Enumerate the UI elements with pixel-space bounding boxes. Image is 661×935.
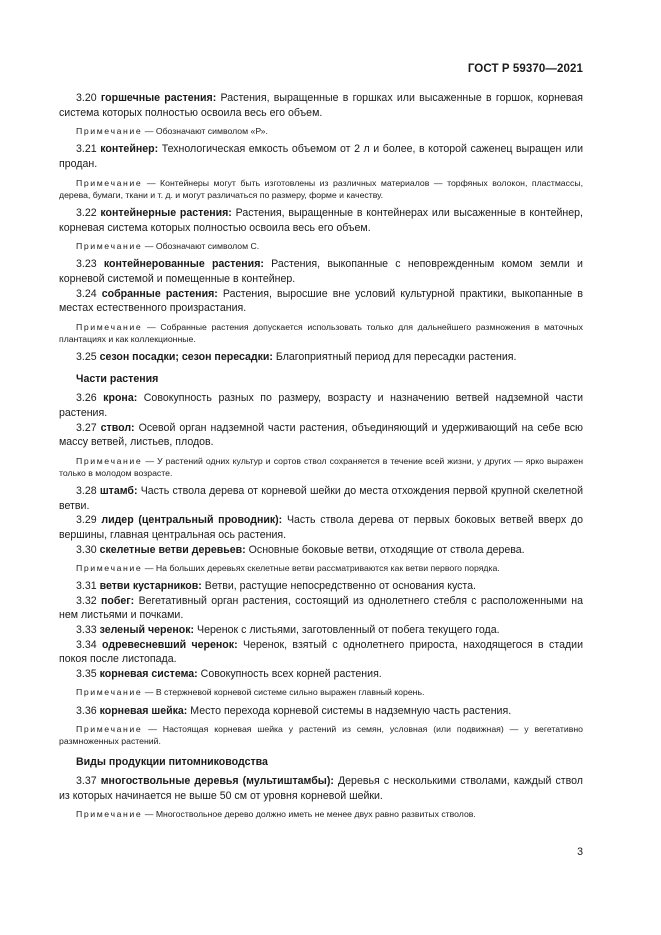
entry-term: одревесневший черенок: — [102, 638, 238, 651]
note-label: Примечание — [76, 177, 143, 188]
note-3-22 — [59, 240, 583, 252]
entry-text: Основные боковые ветви, отходящие от ствола дерева. — [248, 543, 525, 556]
entry-number: 3.29 — [76, 514, 97, 527]
entry-number: 3.36 — [76, 704, 97, 717]
note-label: Примечание — [76, 126, 143, 137]
note-label: Примечание — [76, 241, 143, 252]
note-3-35 — [59, 686, 583, 698]
entry-3-34 — [59, 638, 583, 667]
entry-term: ветви кустарников: — [99, 580, 202, 593]
note-text: — В стержневой корневой системе сильно выражен главный корень. — [144, 687, 425, 698]
entry-number: 3.26 — [76, 392, 97, 405]
entry-term: собранные растения: — [101, 287, 218, 300]
entry-3-27 — [59, 421, 583, 450]
entry-term: крона: — [103, 392, 138, 405]
entry-3-25 — [59, 350, 583, 365]
section-heading-nursery-products: Виды продукции питомниководства — [76, 755, 268, 768]
note-3-27 — [59, 455, 583, 479]
entry-3-31 — [59, 579, 583, 594]
entry-number: 3.21 — [76, 143, 97, 156]
note-text: — На больших деревьях скелетные ветви рассматриваются как ветви первого порядка. — [144, 563, 500, 574]
entry-3-36 — [59, 704, 583, 719]
entry-term: скелетные ветви деревьев: — [99, 543, 246, 556]
content — [59, 91, 583, 826]
note-label: Примечание — [76, 687, 143, 698]
entry-text: Растения, выросшие вне условий культурной практики, выкопанные в местах естественного произрастания. — [59, 287, 583, 315]
entry-term: горшечные растения: — [100, 92, 217, 104]
entry-number: 3.34 — [76, 638, 97, 651]
note-text: — Обозначают символом «Р». — [144, 126, 268, 137]
entry-text: Черенок с листьями, заготовленный от побега текущего года. — [197, 624, 500, 637]
entry-term: контейнер: — [100, 143, 159, 156]
note-text: — У растений одних культур и сортов ствол сохраняется в течение всей жизни, у других — ярко выражен только в молодом возрасте. — [59, 455, 583, 478]
entry-term: сезон посадки; сезон пересадки: — [99, 351, 273, 364]
entry-term: зеленый черенок: — [99, 624, 195, 637]
entry-text: Место перехода корневой системы в надземную часть растения. — [190, 704, 512, 717]
note-text: — Многоствольное дерево должно иметь не менее двух равно развитых стволов. — [144, 809, 476, 820]
doc-code: ГОСТ Р 59370—2021 — [467, 63, 583, 75]
entry-term: лидер (центральный проводник): — [101, 514, 283, 527]
note-text: — Обозначают символом С. — [144, 241, 260, 252]
note-text: — Собранные растения допускается использовать только для дальнейшего размножения в маточных плантациях и как коллекционные. — [59, 321, 583, 344]
entry-3-28 — [59, 484, 583, 513]
entry-term: штамб: — [99, 485, 138, 498]
entry-text: Технологическая емкость объемом от 2 л и более, в которой саженец выращен или продан. — [59, 143, 583, 170]
entry-number: 3.25 — [76, 351, 97, 364]
entry-term: корневая шейка: — [99, 704, 188, 717]
note-text: — Настоящая корневая шейка у растений из семян, условная (или подвижная) — у вегетативно размноженных растений. — [59, 724, 583, 747]
entry-number: 3.33 — [76, 624, 97, 637]
note-label: Примечание — [76, 321, 143, 332]
entry-3-24 — [59, 287, 583, 316]
entry-text: Растения, выращенные в контейнерах или высаженные в контейнер, корневая система которых полностью освоила весь его объем. — [59, 206, 583, 234]
entry-number: 3.20 — [76, 92, 97, 104]
entry-number: 3.28 — [76, 485, 97, 498]
note-label: Примечание — [76, 809, 143, 820]
entry-3-21 — [59, 142, 583, 171]
note-3-37 — [59, 808, 583, 820]
note-label: Примечание — [76, 563, 143, 574]
entry-term: контейнерные растения: — [100, 206, 232, 219]
entry-3-22 — [59, 206, 583, 235]
note-label: Примечание — [76, 455, 143, 466]
entry-3-33 — [59, 623, 583, 638]
note-3-21 — [59, 177, 583, 201]
note-text: — Контейнеры могут быть изготовлены из различных материалов — торфяных волокон, пластмассы, дерева, бумаги, ткани и т. д. и могут различаться по размеру, форме и качеству. — [59, 177, 583, 200]
entry-3-35 — [59, 667, 583, 682]
entry-term: контейнерованные растения: — [103, 258, 264, 271]
entry-text: Растения, выращенные в горшках или высаженные в горшок, корневая система которых полностью освоила весь его объем. — [59, 92, 583, 119]
entry-number: 3.31 — [76, 580, 97, 593]
entry-number: 3.23 — [76, 258, 97, 271]
entry-number: 3.35 — [76, 667, 97, 680]
entry-number: 3.22 — [76, 206, 97, 219]
entry-number: 3.27 — [76, 421, 97, 434]
entry-3-26 — [59, 391, 583, 420]
note-3-36 — [59, 723, 583, 747]
entry-text: Часть ствола дерева от корневой шейки до места отхождения первой крупной скелетной ветви. — [59, 485, 583, 512]
entry-text: Благоприятный период для пересадки растения. — [275, 351, 517, 364]
entry-number: 3.24 — [76, 287, 97, 300]
entry-3-37 — [59, 774, 583, 803]
entry-text: Растения, выкопанные с неповрежденным комом земли и корневой системой и помещенные в контейнер. — [59, 258, 583, 285]
entry-3-23 — [59, 257, 583, 286]
entry-text: Совокупность всех корней растения. — [200, 667, 382, 680]
note-label: Примечание — [76, 724, 143, 735]
entry-term: многоствольные деревья (мультиштамбы): — [100, 775, 334, 788]
note-3-20 — [59, 125, 583, 137]
entry-text: Часть ствола дерева от первых боковых ветвей вверх до вершины, главная центральная ось растения. — [59, 514, 583, 541]
entry-text: Совокупность разных по размеру, возрасту и назначению ветвей надземной части растения. — [59, 392, 584, 419]
entry-3-30 — [59, 543, 583, 558]
entry-text: Вегетативный орган растения, состоящий из однолетнего стебля с расположенными на нем листьями и почками. — [59, 594, 583, 622]
entry-term: ствол: — [100, 421, 135, 434]
entry-text: Черенок, взятый с однолетнего прироста, находящегося в стадии покоя после листопада. — [59, 638, 583, 666]
entry-3-32 — [59, 594, 583, 623]
entry-3-29 — [59, 513, 583, 542]
section-heading-plant-parts: Части растения — [76, 372, 159, 385]
page-number: 3 — [577, 846, 583, 858]
entry-number: 3.37 — [76, 775, 97, 788]
entry-term: корневая система: — [99, 667, 198, 680]
entry-term: побег: — [100, 594, 135, 607]
entry-text: Деревья с несколькими стволами, каждый ствол из которых начинается не выше 50 см от уровня корневой шейки. — [59, 775, 583, 802]
note-3-24 — [59, 321, 583, 345]
note-3-30 — [59, 562, 583, 574]
entry-number: 3.32 — [76, 594, 97, 607]
entry-number: 3.30 — [76, 543, 97, 556]
entry-text: Осевой орган надземной части растения, объединяющий и удерживающий на себе всю массу ветвей, листьев, плодов. — [59, 421, 584, 449]
entry-text: Ветви, растущие непосредственно от основания куста. — [204, 580, 477, 593]
entry-3-20 — [59, 91, 583, 120]
